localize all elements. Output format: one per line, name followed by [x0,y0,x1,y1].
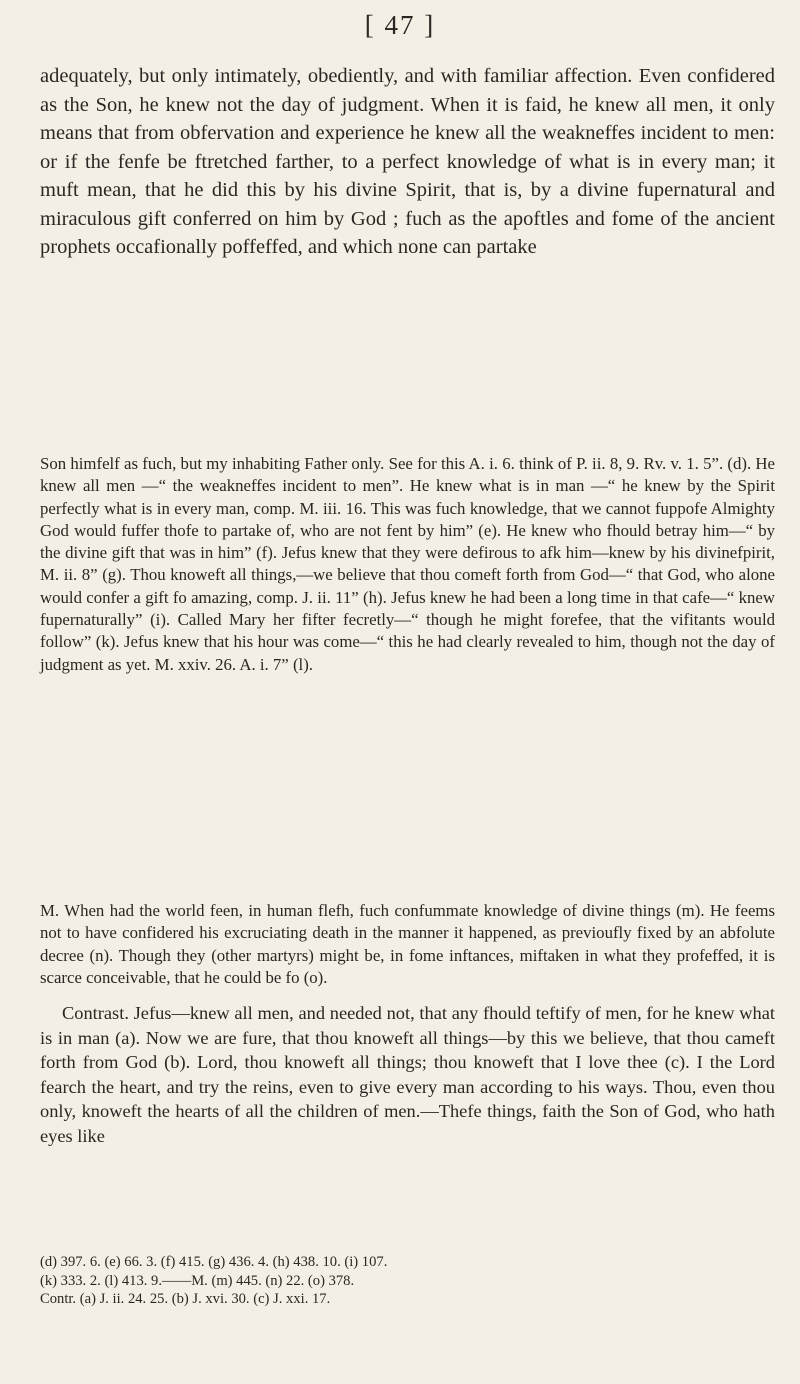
lead-paragraph: adequately, but only intimately, obediently, and with familiar affection. Even confidered as the Son, he knew not the day of judgment. When it is faid, he knew all men, it only means that from obfervation and experience he knew all the weakneffes incident to men: or if the fenfe be ftretched farther, to a perfect knowledge of what is in every man; it muft mean, that he did this by his divine Spirit, that is, by a divine fupernatural and miraculous gift conferred on him by God ; fuch as the apoftles and fome of the ancient prophets occafionally poffeffed, and which none can partake [40,65,775,258]
footnote-line: (d) 397. 6. (e) 66. 3. (f) 415. (g) 436. 4. (h) 438. 10. (i) 107. [40,1254,388,1270]
page-number: [ 47 ] [364,10,436,40]
footnote-line: (k) 333. 2. (l) 413. 9.——M. (m) 445. (n) 22. (o) 378. [40,1272,355,1289]
footnote-line: Contr. (a) J. ii. 24. 25. (b) J. xvi. 30. (c) J. xxi. 17. [40,1291,331,1308]
footnotes [40,1253,775,1309]
contrast-paragraph: Contrast. Jefus—knew all men, and needed not, that any fhould teftify of men, for he knew what is in man (a). Now we are fure, that thou knoweft all things—by this we believe, that thou cameft forth from God (b). Lord, thou knoweft all things; thou knoweft that I love thee (c). I the Lord fearch the heart, and try the reins, even to give every man according to his ways. Thou, even thou only, knoweft the hearts of all the children of men.—Thefe things, faith the Son of God, who hath eyes like [40,1003,775,1146]
notes-paragraph-2: M. When had the world feen, in human flefh, fuch confummate knowledge of divine things (m). He feems not to have confidered his excruciating death in the manner it happened, as previoufly fixed by an abfolute decree (n). Though they (other martyrs) might be, in fome inftances, miftaken in what they profeffed, it is scarce conceivable, that he could be fo (o). [40,901,775,987]
notes-paragraph-1: Son himfelf as fuch, but my inhabiting Father only. See for this A. i. 6. think of P. ii. 8, 9. Rv. v. 1. 5”. (d). He knew all men —“ the weakneffes incident to men”. He knew what is in man —“ he knew by the Spirit perfectly what is in every man, comp. M. iii. 16. This was fuch knowledge, that we cannot fuppofe Almighty God would fuffer thofe to partake of, who are not fent by him” (e). He knew who fhould betray him—“ by the divine gift that was in him” (f). Jefus knew that they were defirous to afk him—knew by his divinefpirit, M. ii. 8” (g). Thou knoweft all things,—we believe that thou comeft forth from God—“ that God, who alone would confer a gift fo amazing, comp. J. ii. 11” (h). Jefus knew he had been a long time in that cafe—“ knew fupernaturally” (i). Called Mary her fifter fecretly—“ though he might forefee, that the vifitants would follow” (k). Jefus knew that his hour was come—“ this he had clearly revealed to him, though not the day of judgment as yet. M. xxiv. 26. A. i. 7” (l). [40,454,775,674]
